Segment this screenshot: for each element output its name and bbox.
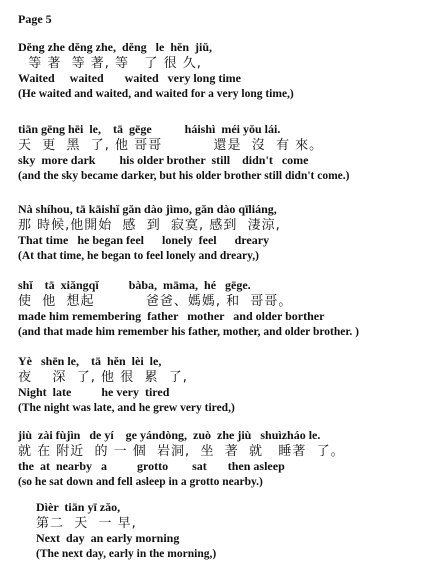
stanza-7 xyxy=(36,500,419,562)
stanza-6 xyxy=(18,428,419,490)
stanza-5 xyxy=(18,354,419,416)
pinyin-line: Dĕng zhe dĕng zhe, dĕng le hĕn jiŭ, xyxy=(18,40,213,54)
pinyin-line: Dìèr tiān yī zăo, xyxy=(36,500,121,514)
pinyin-line: shĭ tā xiăngqĭ bàba, māma, hé gēge. xyxy=(18,278,251,292)
stanza-2 xyxy=(18,122,419,184)
translation-line: (and the sky became darker, but his older brother still didn't come.) xyxy=(18,169,350,182)
stanza-1 xyxy=(18,40,419,102)
chinese-line: 使 他 想起 爸爸、媽媽, 和 哥哥。 xyxy=(18,293,293,309)
gloss-line: Next day an early morning xyxy=(36,531,180,545)
translation-line: (and that made him remember his father, mother, and older brother. ) xyxy=(18,325,359,338)
chinese-line: 第二 天 一 早, xyxy=(36,515,137,531)
pinyin-line: Nà shíhou, tā kāishĭ găn dào jìmo, găn dào qīliáng, xyxy=(18,202,277,216)
chinese-line: 等 著 等 著, 等 了 很 久, xyxy=(18,55,202,71)
page-number: Page 5 xyxy=(18,12,52,26)
pinyin-line: tiān gēng hēi le, tā gēge háishì méi yŏu lái. xyxy=(18,122,281,136)
chinese-line: 天 更 黑 了, 他 哥哥 還是 沒 有 來。 xyxy=(18,137,324,153)
translation-line: (The next day, early in the morning,) xyxy=(36,547,217,560)
chinese-line: 夜 深 了, 他 很 累 了, xyxy=(18,369,188,385)
pinyin-line: jiù zài fùjìn de yí ge yándòng, zuò zhe jiù shuìzháo le. xyxy=(18,428,321,442)
stanza-4 xyxy=(18,278,419,340)
pinyin-line: Yè shēn le, tā hĕn lèi le, xyxy=(18,354,162,368)
gloss-line: sky more dark his older brother still didn't come xyxy=(18,153,309,167)
gloss-line: the at nearby a grotto sat then asleep xyxy=(18,459,285,473)
chinese-line: 就 在 附近 的 一 個 岩洞, 坐 著 就 睡著 了。 xyxy=(18,443,345,459)
gloss-line: made him remembering father mother and older borther xyxy=(18,309,325,323)
gloss-line: Night late he very tired xyxy=(18,385,170,399)
translation-line: (At that time, he began to feel lonely and dreary,) xyxy=(18,249,259,262)
translation-line: (The night was late, and he grew very tired,) xyxy=(18,401,235,414)
translation-line: (He waited and waited, and waited for a very long time,) xyxy=(18,87,294,100)
stanza-3 xyxy=(18,202,419,264)
chinese-line: 那 時候,他開始 感 到 寂寞, 感到 淒涼, xyxy=(18,217,281,233)
translation-line: (so he sat down and fell asleep in a grotto nearby.) xyxy=(18,475,263,488)
gloss-line: Waited waited waited very long time xyxy=(18,71,241,85)
gloss-line: That time he began feel lonely feel dreary xyxy=(18,233,270,247)
